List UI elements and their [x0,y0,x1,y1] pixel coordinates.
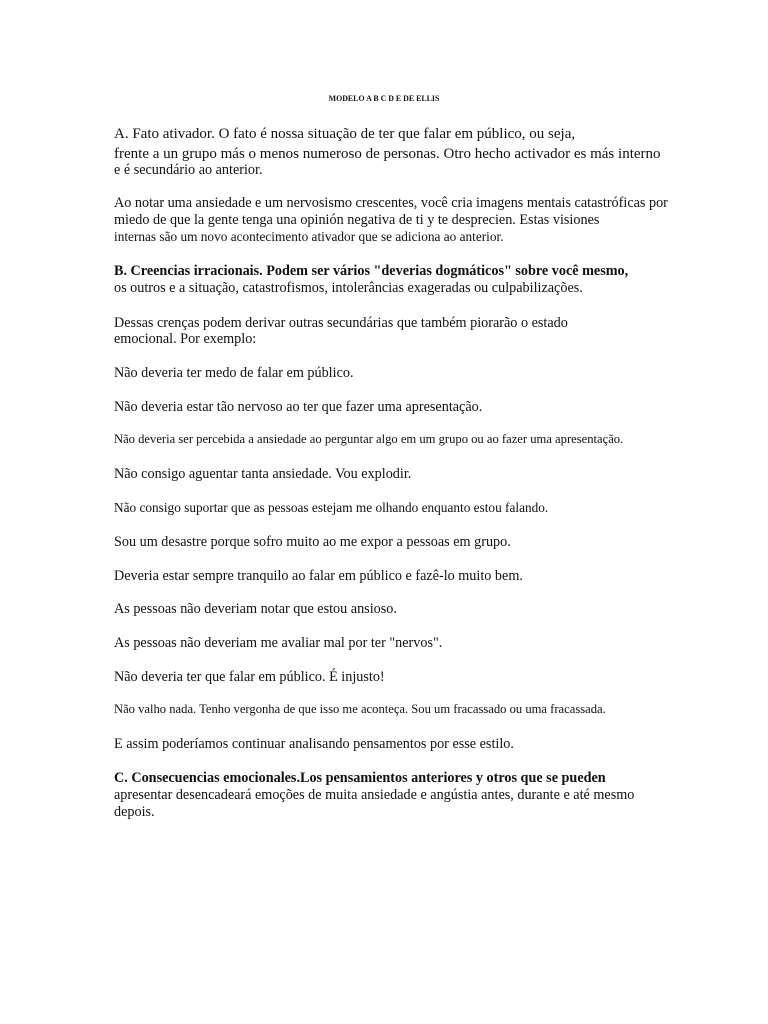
section-b-line-2: os outros e a situação, catastrofismos, intolerâncias exageradas ou culpabilizações. [114,280,583,296]
example-item: Deveria estar sempre tranquilo ao falar em público e fazê-lo muito bem. [114,568,523,584]
anxiety-line-3: internas são um novo acontecimento ativador que se adiciona ao anterior. [114,229,504,244]
beliefs-line-1: Dessas crenças podem derivar outras secundárias que também piorarão o estado [114,315,568,331]
example-item: Não deveria ter medo de falar em público. [114,365,354,381]
anxiety-line-1: Ao notar uma ansiedade e um nervosismo crescentes, você cria imagens mentais catastróficas por [114,195,668,211]
example-item: Não deveria ser percebida a ansiedade ao perguntar algo em um grupo ou ao fazer uma apresentação. [114,432,624,446]
beliefs-line-2: emocional. Por exemplo: [114,331,257,347]
document-title: MODELO A B C D E DE ELLIS [328,94,440,103]
example-item: Sou um desastre porque sofro muito ao me expor a pessoas em grupo. [114,534,511,550]
example-item: Não consigo aguentar tanta ansiedade. Vou explodir. [114,466,412,482]
example-item: Não consigo suportar que as pessoas estejam me olhando enquanto estou falando. [114,500,549,515]
example-item: Não deveria estar tão nervoso ao ter que fazer uma apresentação. [114,399,483,415]
example-item: As pessoas não deveriam me avaliar mal por ter "nervos". [114,635,443,651]
section-a-line-2: frente a un grupo más o menos numeroso de personas. Otro hecho activador es más interno [114,146,661,162]
section-c-line-3: depois. [114,804,155,820]
example-item: Não valho nada. Tenho vergonha de que isso me aconteça. Sou um fracassado ou uma fracassada. [114,702,606,716]
anxiety-line-2: miedo de que la gente tenga una opinión negativa de ti y te desprecien. Estas visiones [114,212,600,228]
example-item: E assim poderíamos continuar analisando pensamentos por esse estilo. [114,736,514,752]
section-c-line-2: apresentar desencadeará emoções de muita ansiedade e angústia antes, durante e até mesmo [114,787,635,803]
example-item: As pessoas não deveriam notar que estou ansioso. [114,601,397,617]
section-a-line-3: e é secundário ao anterior. [114,162,263,178]
section-c-heading: C. Consecuencias emocionales.Los pensamientos anteriores y otros que se pueden [114,770,606,786]
example-item: Não deveria ter que falar em público. É injusto! [114,669,385,685]
section-b-heading: B. Creencias irracionais. Podem ser vários "deverias dogmáticos" sobre você mesmo, [114,263,629,279]
section-a-line-1: A. Fato ativador. O fato é nossa situação de ter que falar em público, ou seja, [114,126,576,142]
